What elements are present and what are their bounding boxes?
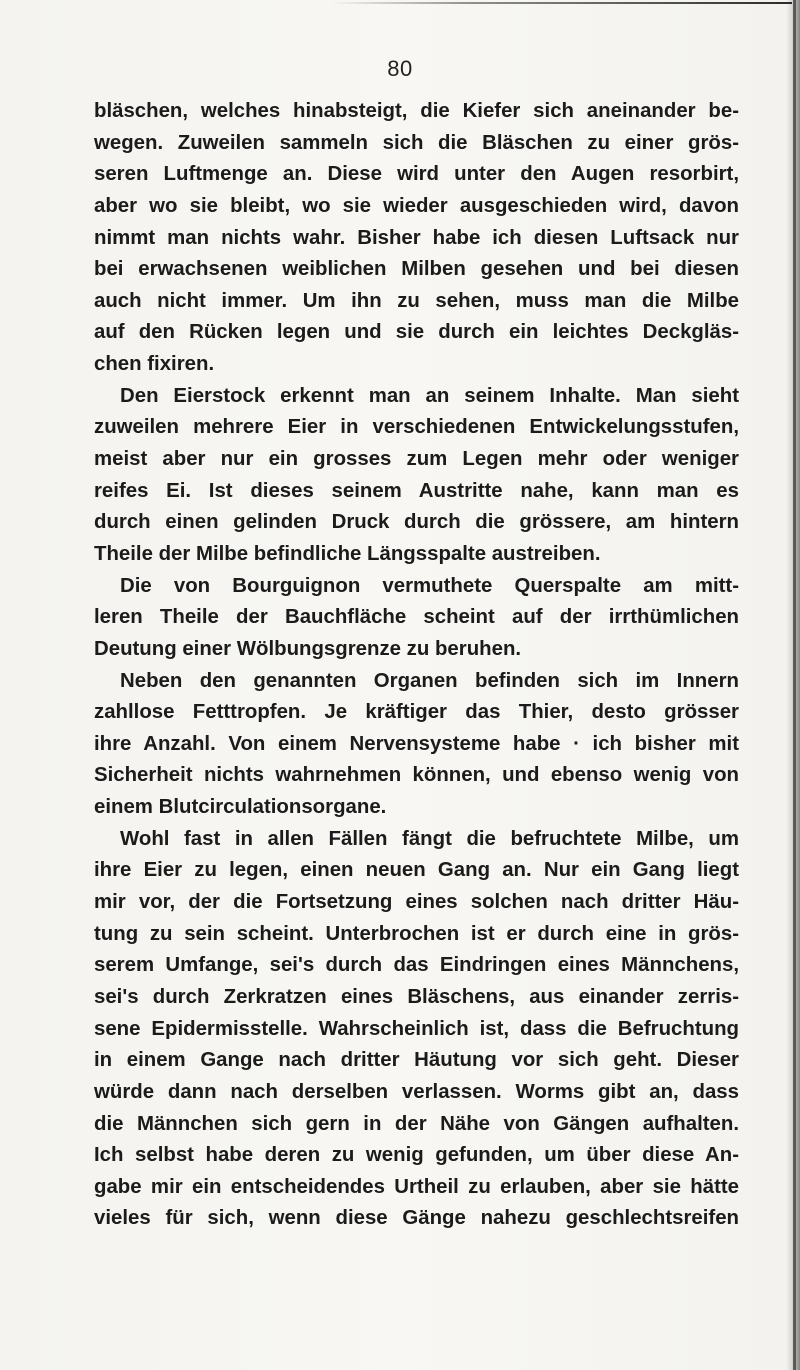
paragraph-start-line: Die von Bourguignon vermuthete Querspalte am mitt- — [120, 574, 739, 597]
body-text — [94, 96, 739, 1235]
text-line: bei erwachsenen weiblichen Milben gesehen und bei diesen — [94, 258, 739, 281]
text-line: in einem Gange nach dritter Häutung vor sich geht. Dieser — [94, 1049, 739, 1072]
text-line: Theile der Milbe befindliche Längsspalte austreiben. — [94, 542, 601, 565]
text-line: zahllose Fetttropfen. Je kräftiger das Thier, desto grösser — [94, 701, 739, 724]
text-line: einem Blutcirculationsorgane. — [94, 796, 387, 819]
text-line: auch nicht immer. Um ihn zu sehen, muss man die Milbe — [94, 289, 739, 312]
text-line: nimmt man nichts wahr. Bisher habe ich diesen Luftsack nur — [94, 226, 739, 249]
text-line: Ich selbst habe deren zu wenig gefunden, um über diese An- — [94, 1144, 739, 1167]
text-line: leren Theile der Bauchfläche scheint auf der irrthümlichen — [94, 606, 739, 629]
text-line: chen fixiren. — [94, 353, 215, 376]
text-line: meist aber nur ein grosses zum Legen mehr oder weniger — [94, 448, 739, 471]
text-line: seren Luftmenge an. Diese wird unter den Augen resorbirt, — [94, 163, 739, 186]
text-line: gabe mir ein entscheidendes Urtheil zu erlauben, aber sie hätte — [94, 1175, 739, 1198]
text-line: ihre Eier zu legen, einen neuen Gang an. Nur ein Gang liegt — [94, 859, 739, 882]
page-number: 80 — [387, 56, 413, 81]
text-line: tung zu sein scheint. Unterbrochen ist er durch eine in grös- — [94, 922, 739, 945]
text-line: serem Umfange, sei's durch das Eindringen eines Männchens, — [94, 954, 739, 977]
text-line: aber wo sie bleibt, wo sie wieder ausgeschieden wird, davon — [94, 194, 739, 217]
text-line: wegen. Zuweilen sammeln sich die Bläschen zu einer grös- — [94, 131, 739, 154]
text-line: Deutung einer Wölbungsgrenze zu beruhen. — [94, 637, 522, 660]
text-line: die Männchen sich gern in der Nähe von Gängen aufhalten. — [94, 1112, 739, 1135]
paragraph-start-line: Den Eierstock erkennt man an seinem Inhalte. Man sieht — [120, 384, 739, 407]
text-line: durch einen gelinden Druck durch die grössere, am hintern — [94, 511, 739, 534]
text-line: auf den Rücken legen und sie durch ein leichtes Deckgläs- — [94, 321, 739, 344]
text-line: vieles für sich, wenn diese Gänge nahezu geschlechtsreifen — [94, 1207, 739, 1230]
text-line: bläschen, welches hinabsteigt, die Kiefer sich aneinander be- — [94, 100, 739, 122]
paragraph-start-line: Wohl fast in allen Fällen fängt die befruchtete Milbe, um — [120, 827, 739, 850]
paragraph-start-line: Neben den genannten Organen befinden sich im Innern — [120, 669, 739, 692]
text-line: sei's durch Zerkratzen eines Bläschens, aus einander zerris- — [94, 985, 739, 1008]
text-line: ihre Anzahl. Von einem Nervensysteme habe · ich bisher mit — [94, 732, 739, 755]
text-line: sene Epidermisstelle. Wahrscheinlich ist, dass die Befruchtung — [94, 1017, 739, 1040]
text-line: Sicherheit nichts wahrnehmen können, und ebenso wenig von — [94, 764, 739, 787]
top-rule — [330, 2, 792, 4]
text-line: zuweilen mehrere Eier in verschiedenen Entwickelungsstufen, — [94, 416, 739, 439]
text-line: reifes Ei. Ist dieses seinem Austritte nahe, kann man es — [94, 479, 739, 502]
text-line: würde dann nach derselben verlassen. Worms gibt an, dass — [94, 1080, 739, 1103]
page-edge — [793, 0, 796, 1370]
text-line: mir vor, der die Fortsetzung eines solchen nach dritter Häu- — [94, 891, 739, 914]
